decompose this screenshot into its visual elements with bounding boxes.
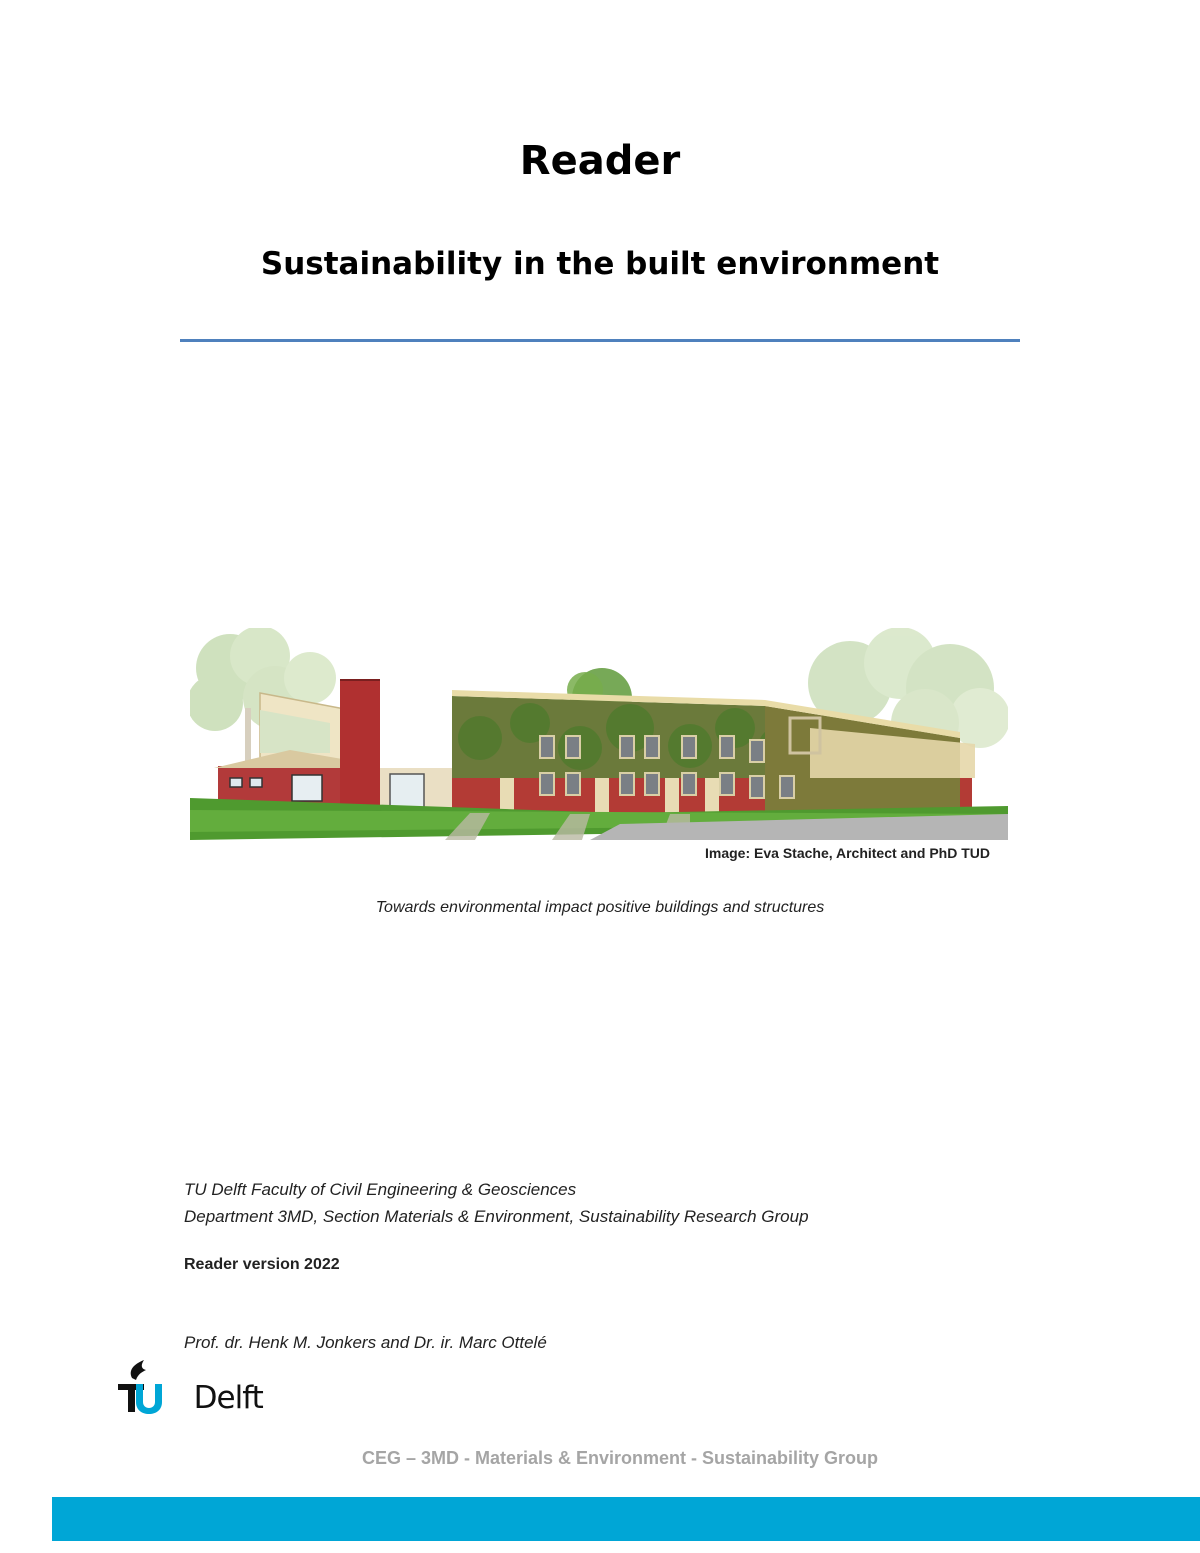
affiliation-faculty: TU Delft Faculty of Civil Engineering & Geosciences — [184, 1180, 577, 1199]
reader-version: Reader version 2022 — [184, 1256, 340, 1273]
tu-delft-logo-text: Delft — [193, 1380, 263, 1416]
document-title: Reader — [519, 138, 681, 184]
building-illustration — [190, 628, 1008, 840]
affiliation-department: Department 3MD, Section Materials & Environment, Sustainability Research Group — [184, 1207, 809, 1226]
tagline: Towards environmental impact positive buildings and structures — [375, 899, 825, 916]
footer-bar — [52, 1497, 1200, 1541]
footer-group-name: CEG – 3MD - Materials & Environment - Sustainability Group — [361, 1448, 879, 1468]
image-credit: Image: Eva Stache, Architect and PhD TUD — [705, 845, 990, 861]
authors: Prof. dr. Henk M. Jonkers and Dr. ir. Marc Ottelé — [184, 1333, 547, 1352]
title-divider — [180, 339, 1020, 342]
document-subtitle: Sustainability in the built environment — [260, 246, 940, 282]
